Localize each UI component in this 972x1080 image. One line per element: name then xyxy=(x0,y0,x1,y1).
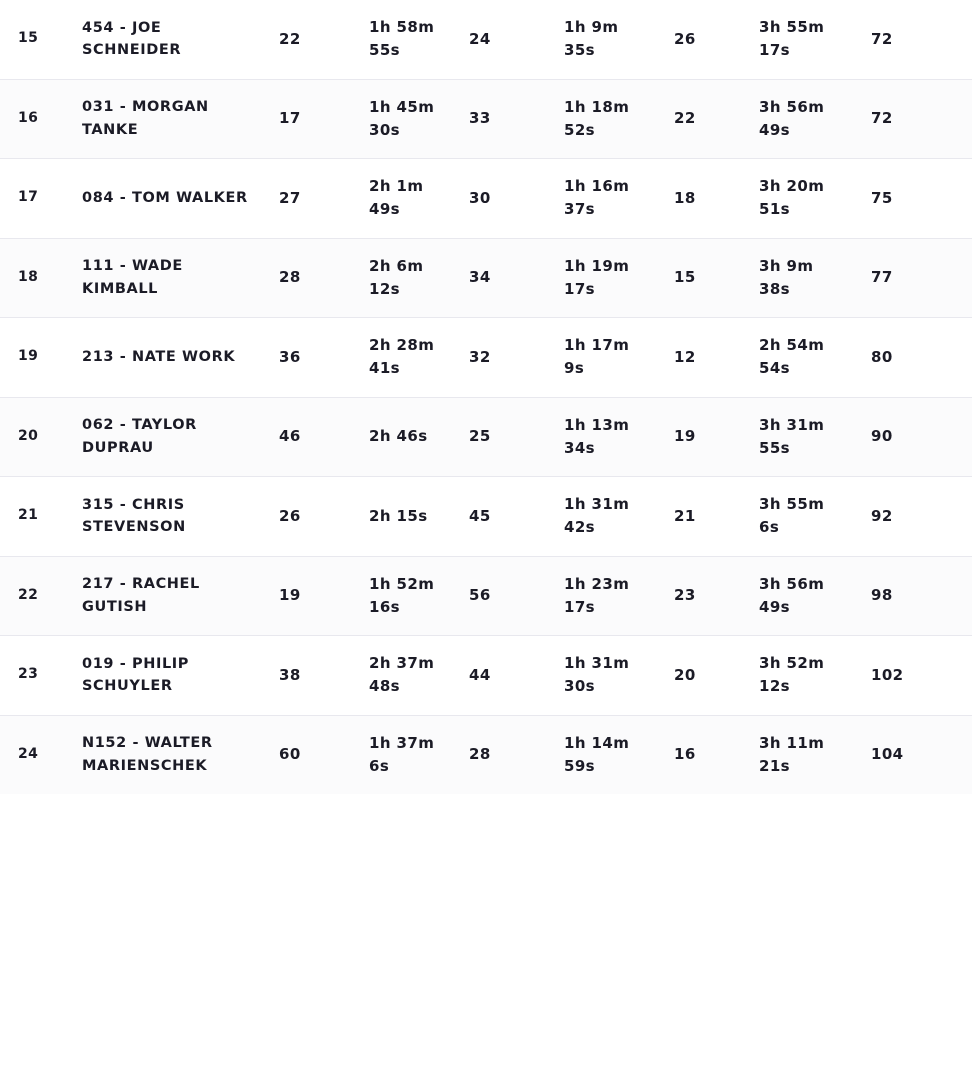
cell-run-place: 22 xyxy=(674,109,696,128)
cell-name: N152 - WALTER MARIENSCHEK xyxy=(82,735,213,774)
cell-run-place: 15 xyxy=(674,268,696,287)
cell-run-place: 26 xyxy=(674,29,696,48)
cell-total-time: 3h 31m 55s xyxy=(759,415,825,457)
cell-name: 062 - TAYLOR DUPRAU xyxy=(82,417,197,456)
cell-run-place: 19 xyxy=(674,427,696,446)
cell-place: 24 xyxy=(18,745,39,762)
cell-points: 77 xyxy=(871,268,893,287)
cell-bike-time: 2h 6m 12s xyxy=(369,256,424,298)
cell-place: 19 xyxy=(18,348,39,365)
cell-run-time: 1h 16m 37s xyxy=(564,177,630,219)
cell-total-time: 3h 20m 51s xyxy=(759,177,825,219)
cell-points: 72 xyxy=(871,109,893,128)
cell-total-time: 3h 52m 12s xyxy=(759,654,825,696)
cell-bike-time: 1h 52m 16s xyxy=(369,574,435,616)
cell-run-time: 1h 19m 17s xyxy=(564,256,630,298)
cell-points: 98 xyxy=(871,586,893,605)
cell-place: 20 xyxy=(18,427,39,444)
cell-swim-place: 36 xyxy=(279,347,301,366)
cell-run-time: 1h 18m 52s xyxy=(564,97,630,139)
cell-bike-time: 2h 46s xyxy=(369,427,428,446)
cell-bike-time: 1h 37m 6s xyxy=(369,733,435,775)
cell-total-time: 3h 11m 21s xyxy=(759,733,825,775)
cell-swim-place: 22 xyxy=(279,29,301,48)
cell-name: 031 - MORGAN TANKE xyxy=(82,99,209,138)
cell-bike-place: 24 xyxy=(469,29,491,48)
cell-place: 23 xyxy=(18,666,39,683)
cell-swim-place: 26 xyxy=(279,506,301,525)
table-row xyxy=(0,318,972,398)
table-row xyxy=(0,556,972,636)
table-row xyxy=(0,715,972,794)
cell-run-time: 1h 9m 35s xyxy=(564,18,619,60)
cell-bike-time: 2h 1m 49s xyxy=(369,177,424,219)
cell-name: 213 - NATE WORK xyxy=(82,349,236,366)
cell-name: 454 - JOE SCHNEIDER xyxy=(82,19,182,59)
cell-run-place: 12 xyxy=(674,347,696,366)
cell-name: 111 - WADE KIMBALL xyxy=(82,258,183,297)
table-row xyxy=(0,79,972,159)
cell-run-time: 1h 31m 42s xyxy=(564,495,630,537)
cell-place: 22 xyxy=(18,586,39,603)
cell-swim-place: 46 xyxy=(279,427,301,446)
cell-place: 17 xyxy=(18,189,39,206)
cell-points: 90 xyxy=(871,427,893,446)
cell-bike-place: 45 xyxy=(469,506,491,525)
cell-total-time: 3h 56m 49s xyxy=(759,97,825,139)
table-row xyxy=(0,0,972,79)
cell-run-place: 18 xyxy=(674,188,696,207)
cell-run-place: 21 xyxy=(674,506,696,525)
cell-name: 315 - CHRIS STEVENSON xyxy=(82,496,186,536)
cell-total-time: 3h 56m 49s xyxy=(759,574,825,616)
cell-swim-place: 38 xyxy=(279,665,301,684)
table-row xyxy=(0,238,972,318)
cell-bike-place: 32 xyxy=(469,347,491,366)
cell-swim-place: 27 xyxy=(279,188,301,207)
cell-run-place: 23 xyxy=(674,586,696,605)
cell-name: 084 - TOM WALKER xyxy=(82,190,248,207)
cell-total-time: 3h 9m 38s xyxy=(759,256,814,298)
cell-bike-place: 44 xyxy=(469,665,491,684)
cell-total-time: 2h 54m 54s xyxy=(759,336,825,378)
cell-place: 16 xyxy=(18,109,39,126)
cell-bike-place: 25 xyxy=(469,427,491,446)
cell-bike-place: 34 xyxy=(469,268,491,287)
cell-run-place: 20 xyxy=(674,665,696,684)
cell-points: 102 xyxy=(871,665,904,684)
cell-run-time: 1h 23m 17s xyxy=(564,574,630,616)
cell-run-time: 1h 17m 9s xyxy=(564,336,630,378)
cell-bike-time: 2h 15s xyxy=(369,506,428,525)
cell-points: 80 xyxy=(871,347,893,366)
cell-points: 92 xyxy=(871,506,893,525)
cell-swim-place: 17 xyxy=(279,109,301,128)
cell-place: 15 xyxy=(18,30,39,47)
cell-run-place: 16 xyxy=(674,745,696,764)
cell-bike-time: 1h 58m 55s xyxy=(369,18,435,60)
cell-bike-time: 1h 45m 30s xyxy=(369,97,435,139)
cell-swim-place: 28 xyxy=(279,268,301,287)
table-row xyxy=(0,159,972,239)
cell-bike-time: 2h 28m 41s xyxy=(369,336,435,378)
cell-name: 217 - RACHEL GUTISH xyxy=(82,576,200,615)
table-row xyxy=(0,477,972,557)
cell-bike-place: 30 xyxy=(469,188,491,207)
cell-run-time: 1h 31m 30s xyxy=(564,654,630,696)
cell-name: 019 - PHILIP SCHUYLER xyxy=(82,655,190,695)
table-row xyxy=(0,636,972,716)
cell-swim-place: 19 xyxy=(279,586,301,605)
cell-run-time: 1h 13m 34s xyxy=(564,415,630,457)
cell-place: 21 xyxy=(18,507,39,524)
cell-bike-place: 28 xyxy=(469,745,491,764)
cell-points: 72 xyxy=(871,29,893,48)
cell-bike-place: 56 xyxy=(469,586,491,605)
cell-run-time: 1h 14m 59s xyxy=(564,733,630,775)
cell-bike-time: 2h 37m 48s xyxy=(369,654,435,696)
cell-place: 18 xyxy=(18,268,39,285)
table-row xyxy=(0,397,972,477)
cell-points: 104 xyxy=(871,745,904,764)
cell-points: 75 xyxy=(871,188,893,207)
cell-swim-place: 60 xyxy=(279,745,301,764)
cell-total-time: 3h 55m 17s xyxy=(759,18,825,60)
cell-bike-place: 33 xyxy=(469,109,491,128)
cell-total-time: 3h 55m 6s xyxy=(759,495,825,537)
